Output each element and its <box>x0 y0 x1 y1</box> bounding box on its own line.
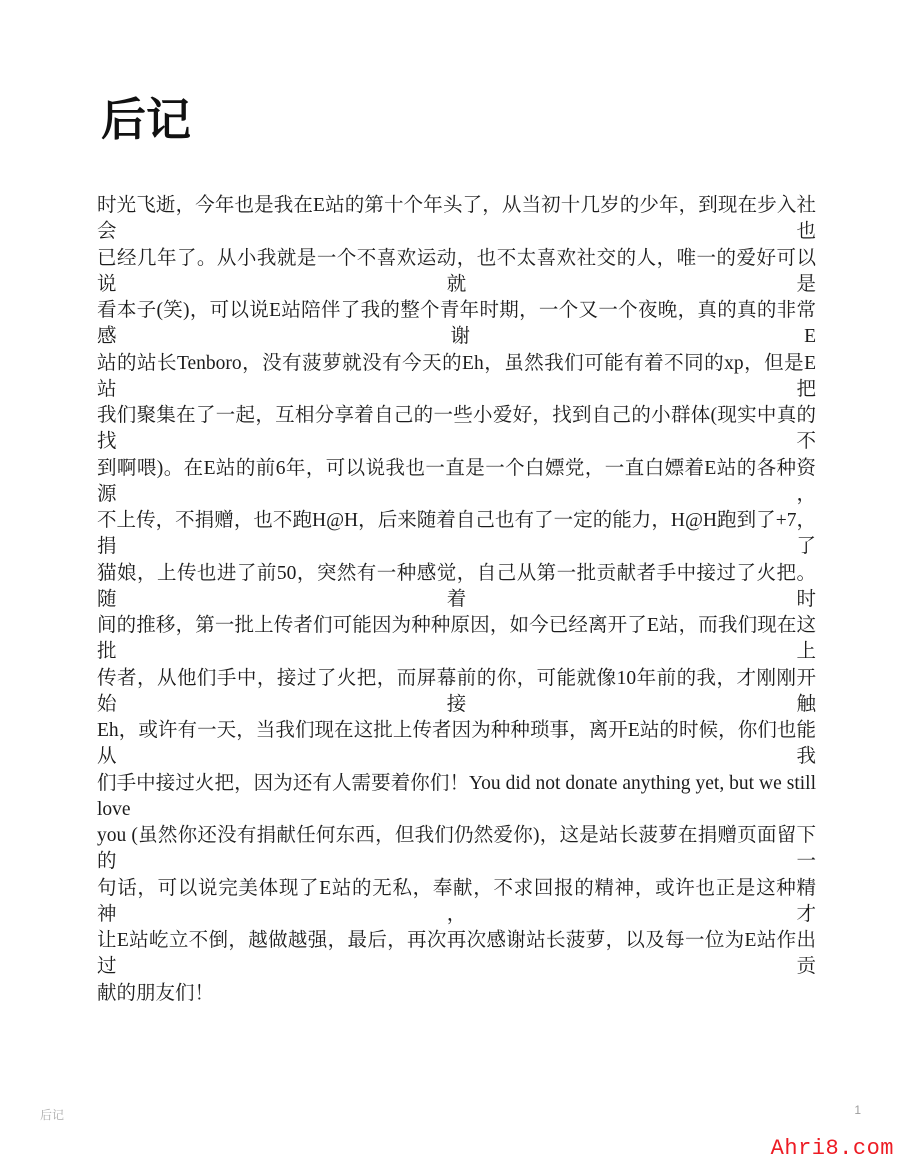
text-line: Eh，或许有一天，当我们现在这批上传者因为种种琐事，离开E站的时候，你们也能从我 <box>97 720 816 768</box>
text-line: 句话，可以说完美体现了E站的无私，奉献，不求回报的精神，或许也正是这种精神，才 <box>97 877 816 925</box>
footer-page-number: 1 <box>854 1103 861 1117</box>
text-line: 让E站屹立不倒，越做越强，最后，再次再次感谢站长菠萝，以及每一位为E站作出过贡 <box>97 930 816 978</box>
text-line: 我们聚集在了一起，互相分享着自己的一些小爱好，找到自己的小群体(现实中真的找不 <box>97 405 816 453</box>
text-line: 们手中接过火把，因为还有人需要着你们！You did not donate anything yet, but we still love <box>97 772 816 820</box>
watermark-text: Ahri8.com <box>770 1136 894 1161</box>
text-line: 看本子(笑)，可以说E站陪伴了我的整个青年时期，一个又一个夜晚，真的真的非常感谢E <box>97 300 816 348</box>
text-line: you (虽然你还没有捐献任何东西，但我们仍然爱你)，这是站长菠萝在捐赠页面留下的一 <box>97 825 816 873</box>
footer-section-label: 后记 <box>40 1108 65 1122</box>
body-paragraph <box>97 193 816 1007</box>
text-line: 不上传，不捐赠，也不跑H@H，后来随着自己也有了一定的能力，H@H跑到了+7，捐了 <box>97 510 816 558</box>
text-line: 到啊喂)。在E站的前6年，可以说我也一直是一个白嫖党，一直白嫖着E站的各种资源， <box>97 457 816 505</box>
text-line: 猫娘，上传也进了前50，突然有一种感觉，自己从第一批贡献者手中接过了火把。随着时 <box>97 562 816 610</box>
page-title: 后记 <box>101 95 192 145</box>
text-line: 传者，从他们手中，接过了火把，而屏幕前的你，可能就像10年前的我，才刚刚开始接触 <box>97 667 816 715</box>
text-line: 已经几年了。从小我就是一个不喜欢运动，也不太喜欢社交的人，唯一的爱好可以说就是 <box>97 247 816 295</box>
text-line: 间的推移，第一批上传者们可能因为种种原因，如今已经离开了E站，而我们现在这批上 <box>97 615 816 663</box>
text-line: 站的站长Tenboro，没有菠萝就没有今天的Eh，虽然我们可能有着不同的xp，但是E站把 <box>97 352 816 400</box>
text-line: 献的朋友们！ <box>97 982 215 1004</box>
text-line: 时光飞逝，今年也是我在E站的第十个年头了，从当初十几岁的少年，到现在步入社会也 <box>97 195 816 243</box>
